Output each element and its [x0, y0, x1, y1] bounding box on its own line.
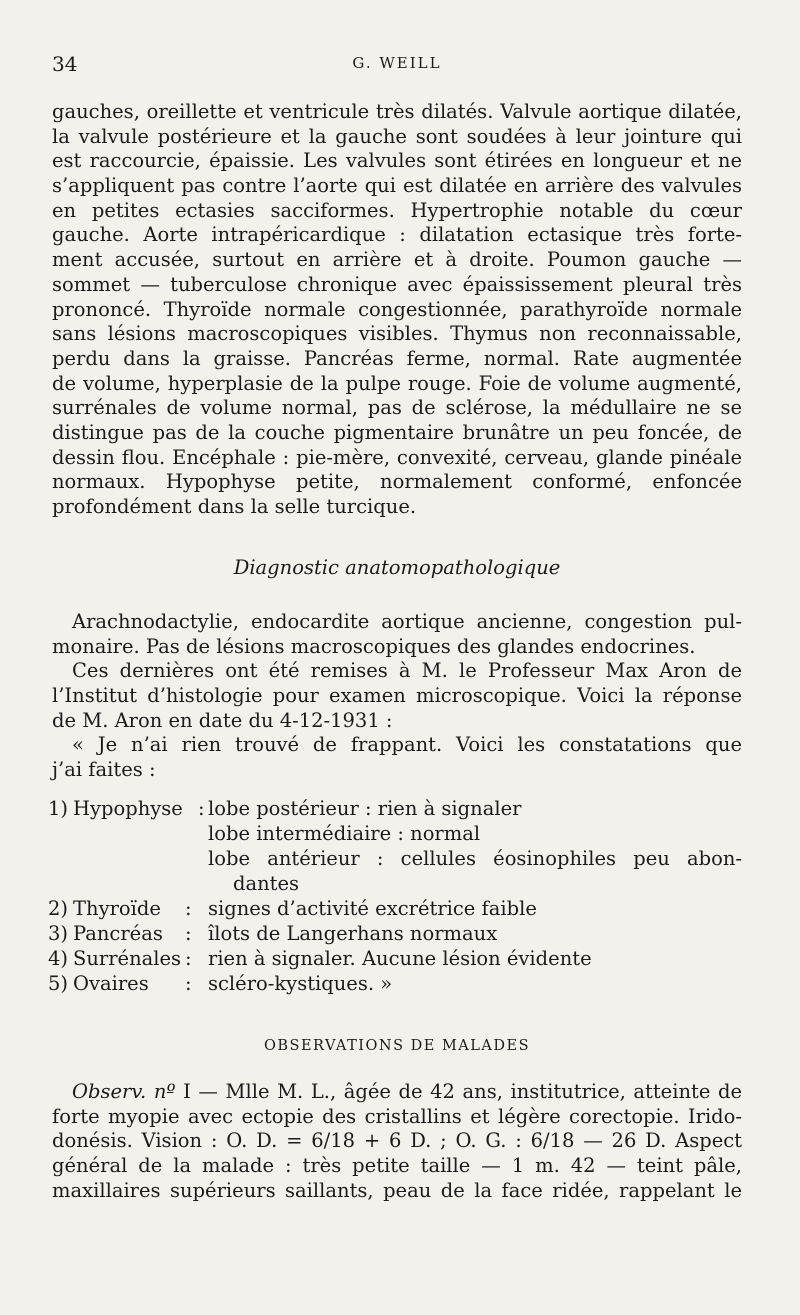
findings-list — [48, 796, 742, 996]
item-colon: : — [185, 947, 192, 970]
text-line: ment accusée, surtout en arrière et à droite. Poumon gauche — — [52, 248, 742, 272]
text-line: gauche. Aorte intrapéricardique : dilatation ectasique très forte- — [52, 223, 742, 247]
text-line: est raccourcie, épaissie. Les valvules sont étirées en longueur et ne — [52, 149, 742, 173]
text-line: maxillaires supérieurs saillants, peau de la face ridée, rappelant le — [52, 1178, 742, 1202]
item-organ: Surrénales — [73, 947, 182, 970]
item-description: lobe antérieur : cellules éosinophiles peu abon- — [208, 847, 742, 870]
item-organ: Hypophyse — [73, 797, 183, 820]
text-line: j’ai faites : — [52, 758, 156, 782]
diagnostic-paragraph — [52, 610, 742, 783]
item-organ: Thyroïde — [73, 897, 161, 920]
item-description: lobe intermédiaire : normal — [208, 822, 481, 845]
text-line: sans lésions macroscopiques visibles. Thymus non reconnaissable, — [52, 322, 742, 346]
item-colon: : — [185, 897, 192, 920]
list-item — [48, 971, 742, 996]
text-line: donésis. Vision : O. D. = 6/18 + 6 D. ; O. G. : 6/18 — 26 D. Aspect — [52, 1129, 742, 1153]
observation-paragraph — [52, 1080, 742, 1203]
item-organ: Ovaires — [73, 972, 149, 995]
item-description: îlots de Langerhans normaux — [208, 922, 498, 945]
text-line: gauches, oreillette et ventricule très dilatés. Valvule aortique dilatée, — [52, 100, 742, 123]
text-line: normaux. Hypophyse petite, normalement conformé, enfoncée — [52, 470, 742, 494]
section-title: OBSERVATIONS DE MALADES — [263, 1038, 531, 1054]
text-line: dessin flou. Encéphale : pie-mère, convexité, cerveau, glande pinéale — [52, 445, 742, 469]
text-line: général de la malade : très petite taille — 1 m. 42 — teint pâle, — [52, 1154, 742, 1178]
text-line: l’Institut d’histologie pour examen microscopique. Voici la réponse — [52, 684, 742, 708]
running-head-author: G. WEILL — [352, 54, 442, 72]
list-item — [48, 821, 742, 846]
text-line: perdu dans la graisse. Pancréas ferme, normal. Rate augmentée — [52, 346, 742, 370]
text-line: sommet — tuberculose chronique avec épaississement pleural très — [52, 272, 742, 296]
item-colon: : — [185, 972, 192, 995]
text-line — [52, 1080, 742, 1105]
item-description: signes d’activité excrétrice faible — [208, 897, 537, 920]
text-line: la valvule postérieure et la gauche sont soudées à leur jointure qui — [52, 124, 742, 148]
item-description: dantes — [233, 872, 300, 895]
text-line: de M. Aron en date du 4-12-1931 : — [52, 708, 393, 732]
item-number: 3) — [48, 922, 69, 945]
text-line: en petites ectasies sacciformes. Hypertrophie notable du cœur — [52, 198, 742, 222]
list-item — [48, 871, 742, 896]
text-line: forte myopie avec ectopie des cristallins et légère corectopie. Irido- — [52, 1104, 742, 1128]
item-description: scléro-kystiques. » — [208, 972, 393, 995]
item-number: 2) — [48, 897, 69, 920]
page-number: 34 — [52, 52, 78, 76]
autopsy-paragraph — [52, 100, 742, 520]
text-line: monaire. Pas de lésions macroscopiques des glandes endocrines. — [52, 634, 696, 658]
item-organ: Pancréas — [73, 922, 163, 945]
list-item — [48, 946, 742, 971]
item-colon: : — [185, 922, 192, 945]
list-item — [48, 921, 742, 946]
list-item — [48, 796, 742, 821]
text-line: profondément dans la selle turcique. — [52, 495, 417, 518]
observation-intro: I — Mlle M. L., âgée de 42 ans, institutrice, atteinte de — [175, 1080, 742, 1103]
text-line: s’appliquent pas contre l’aorte qui est dilatée en arrière des valvules — [52, 174, 742, 198]
list-item — [48, 896, 742, 921]
item-number: 4) — [48, 947, 69, 970]
item-number: 5) — [48, 972, 69, 995]
observation-label: Observ. nº — [72, 1080, 176, 1103]
list-item — [48, 846, 742, 871]
text-line: Arachnodactylie, endocardite aortique ancienne, congestion pul- — [72, 610, 742, 633]
diagnostic-heading: Diagnostic anatomopathologique — [233, 556, 561, 579]
text-line: « Je n’ai rien trouvé de frappant. Voici les constatations que — [72, 733, 742, 757]
text-line: surrénales de volume normal, pas de sclérose, la médullaire ne se — [52, 396, 742, 420]
item-number: 1) — [48, 797, 69, 820]
running-head — [52, 52, 742, 82]
text-line: de volume, hyperplasie de la pulpe rouge. Foie de volume augmenté, — [52, 371, 742, 395]
text-line: Ces dernières ont été remises à M. le Professeur Max Aron de — [72, 659, 742, 683]
item-colon: : — [198, 797, 205, 820]
item-description: lobe postérieur : rien à signaler — [208, 797, 522, 820]
text-line: prononcé. Thyroïde normale congestionnée, parathyroïde normale — [52, 297, 742, 321]
text-line: distingue pas de la couche pigmentaire brunâtre un peu foncée, de — [52, 420, 742, 444]
item-description: rien à signaler. Aucune lésion évidente — [208, 947, 592, 970]
